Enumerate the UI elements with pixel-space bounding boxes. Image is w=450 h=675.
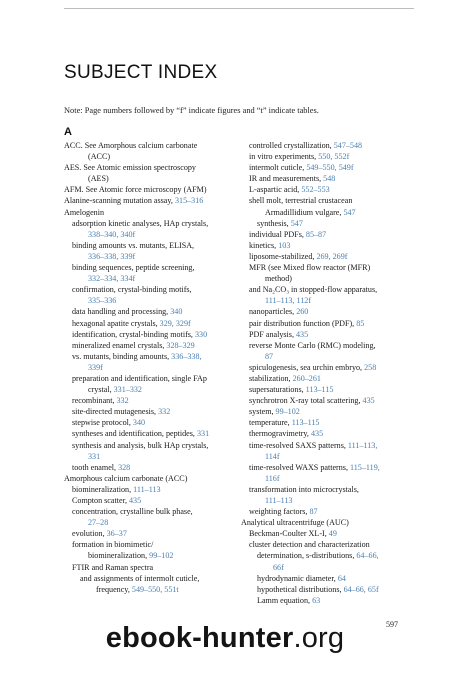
index-entry	[64, 484, 236, 495]
index-entry	[241, 384, 413, 395]
entry-page-link[interactable]: 338–340, 340f	[88, 229, 136, 239]
index-entry	[241, 440, 413, 451]
entry-page-link[interactable]: 328	[118, 462, 131, 472]
entry-text: reverse Monte Carlo (RMC) modeling,	[249, 340, 376, 350]
entry-text: preparation and identification, single FAp	[72, 373, 207, 383]
entry-text: formation in biomimetic/	[72, 540, 154, 550]
entry-text: synthesis and analysis, bulk HAp crystals,	[72, 440, 209, 450]
entry-text: AES. See Atomic emission spectroscopy	[64, 163, 196, 173]
entry-page-link[interactable]: 328–329	[166, 340, 195, 350]
entry-text: hypothetical distributions,	[257, 584, 344, 594]
index-entry	[64, 440, 236, 451]
index-entry	[241, 207, 413, 218]
entry-text: synthesis,	[257, 218, 291, 228]
entry-text: spiculogenesis, sea urchin embryo,	[249, 362, 365, 372]
entry-page-link[interactable]: 332–334, 334f	[88, 274, 136, 284]
entry-page-link[interactable]: 27–28	[88, 518, 109, 528]
index-entry	[64, 528, 236, 539]
index-entry	[241, 506, 413, 517]
entry-text: biomineralization,	[88, 551, 150, 561]
entry-text: cluster detection and characterization	[249, 540, 370, 550]
entry-text: (AES)	[88, 174, 109, 184]
entry-page-link[interactable]: 66f	[273, 562, 284, 572]
index-entry	[241, 584, 413, 595]
entry-text: tooth enamel,	[72, 462, 119, 472]
index-entry	[241, 473, 413, 484]
index-entry	[241, 451, 413, 462]
entry-text: (ACC)	[88, 152, 111, 162]
index-entry	[64, 462, 236, 473]
entry-text: crystal,	[88, 385, 114, 395]
entry-text: L-aspartic acid,	[249, 185, 302, 195]
index-entry	[64, 395, 236, 406]
index-entry	[241, 184, 413, 195]
entry-text: liposome-stabilized,	[249, 251, 317, 261]
index-entry	[241, 173, 413, 184]
index-entry	[64, 306, 236, 317]
index-entry	[64, 517, 236, 528]
index-entry	[241, 295, 413, 306]
entry-text: supersaturations,	[249, 385, 306, 395]
index-entry	[241, 240, 413, 251]
index-entry	[64, 251, 236, 262]
entry-page-link[interactable]: 335–336	[88, 296, 117, 306]
index-entry	[64, 495, 236, 506]
index-entry	[64, 284, 236, 295]
index-entry	[241, 218, 413, 229]
index-entry	[64, 240, 236, 251]
index-entry	[241, 395, 413, 406]
entry-text: pair distribution function (PDF),	[249, 318, 357, 328]
index-entry	[241, 484, 413, 495]
entry-page-link[interactable]: 330	[194, 329, 208, 339]
entry-page-link[interactable]: 552–553	[301, 185, 330, 195]
entry-page-link[interactable]: 336–338,	[171, 351, 202, 361]
index-entry	[64, 384, 236, 395]
entry-text: Beckman-Coulter XL-I,	[249, 529, 329, 539]
entry-text: Amelogenin	[64, 207, 105, 217]
section-letter: A	[64, 126, 72, 138]
entry-text: in vitro experiments,	[249, 152, 319, 162]
entry-page-link[interactable]: 87	[265, 351, 274, 361]
entry-page-link[interactable]: 115–119,	[350, 462, 380, 472]
index-entry	[64, 162, 236, 173]
index-entry	[64, 262, 236, 273]
entry-text: MFR (see Mixed flow reactor (MFR)	[249, 263, 371, 273]
entry-page-link[interactable]: 336–338, 339f	[88, 251, 136, 261]
entry-text: and Na₂CO₃ in stopped-flow apparatus,	[249, 285, 378, 295]
entry-page-link[interactable]: 111–113,	[347, 440, 378, 450]
entry-text: thermogravimetry,	[249, 429, 311, 439]
entry-text: kinetics,	[249, 240, 279, 250]
entry-text: hexagonal apatite crystals,	[72, 318, 160, 328]
index-entry	[64, 406, 236, 417]
entry-page-link[interactable]: 114f	[265, 451, 280, 461]
entry-page-link[interactable]: 87	[309, 507, 318, 517]
entry-text: method)	[265, 274, 292, 284]
entry-page-link[interactable]: 103	[278, 240, 291, 250]
entry-text: evolution,	[72, 529, 107, 539]
entry-text: temperature,	[249, 418, 292, 428]
top-rule	[64, 8, 414, 9]
entry-page-link[interactable]: 329, 329f	[159, 318, 191, 328]
index-column-left	[64, 140, 236, 595]
watermark	[0, 622, 450, 655]
index-entry	[64, 340, 236, 351]
entry-text: Armadillidium vulgare,	[265, 207, 344, 217]
entry-text: controlled crystallization,	[249, 141, 334, 150]
index-entry	[241, 462, 413, 473]
entry-text: intermolt cuticle,	[249, 163, 307, 173]
index-entry	[241, 284, 413, 295]
index-entry	[241, 406, 413, 417]
entry-page-link[interactable]: 550, 552f	[318, 152, 350, 162]
entry-text: Compton scatter,	[72, 496, 129, 505]
index-entry	[241, 329, 413, 340]
index-entry	[64, 218, 236, 229]
index-entry	[64, 195, 236, 206]
entry-page-link[interactable]: 63	[312, 595, 321, 605]
entry-page-link[interactable]: 49	[328, 529, 337, 539]
index-entry	[241, 362, 413, 373]
index-entry	[241, 251, 413, 262]
entry-text: recombinant,	[72, 396, 117, 406]
index-entry	[241, 517, 413, 528]
index-entry	[64, 428, 236, 439]
entry-page-link[interactable]: 548	[323, 174, 336, 184]
index-entry	[64, 184, 236, 195]
index-entry	[241, 595, 413, 606]
entry-page-link[interactable]: 547	[343, 207, 356, 217]
index-entry	[241, 562, 413, 573]
index-entry	[241, 428, 413, 439]
entry-text: Amorphous calcium carbonate (ACC)	[64, 473, 188, 483]
entry-text: binding amounts vs. mutants, ELISA,	[72, 240, 195, 250]
entry-text: ACC. See Amorphous calcium carbonate	[64, 141, 198, 150]
entry-text: site-directed mutagenesis,	[72, 407, 159, 417]
index-entry	[64, 140, 236, 151]
index-entry	[241, 550, 413, 561]
index-entry	[64, 506, 236, 517]
entry-page-link[interactable]: 435	[129, 496, 142, 505]
entry-page-link[interactable]: 549–550, 551t	[131, 584, 179, 594]
index-entry	[241, 340, 413, 351]
index-entry	[241, 539, 413, 550]
index-entry	[241, 140, 413, 151]
index-entry	[64, 173, 236, 184]
entry-page-link[interactable]: 435	[362, 396, 375, 406]
index-entry	[64, 318, 236, 329]
entry-text: synchrotron X-ray total scattering,	[249, 396, 363, 406]
entry-text: stabilization,	[249, 373, 293, 383]
entry-text: nanoparticles,	[249, 307, 297, 317]
entry-text: shell molt, terrestrial crustacean	[249, 196, 353, 206]
index-entry	[241, 262, 413, 273]
index-entry	[241, 162, 413, 173]
index-entry	[64, 562, 236, 573]
index-entry	[241, 417, 413, 428]
entry-text: frequency,	[96, 584, 132, 594]
index-entry	[64, 229, 236, 240]
index-entry	[241, 273, 413, 284]
entry-page-link[interactable]: 64–66,	[356, 551, 379, 561]
entry-text: determination, s-distributions,	[257, 551, 357, 561]
index-entry	[64, 207, 236, 218]
entry-text: stepwise protocol,	[72, 418, 133, 428]
index-entry	[241, 318, 413, 329]
entry-page-link[interactable]: 260–261	[292, 373, 321, 383]
entry-text: FTIR and Raman spectra	[72, 562, 154, 572]
index-entry	[64, 473, 236, 484]
index-entry	[64, 550, 236, 561]
entry-page-link[interactable]: 547	[290, 218, 303, 228]
page-number: 597	[386, 620, 398, 629]
entry-page-link[interactable]: 340	[170, 307, 183, 317]
entry-page-link[interactable]: 64–66, 65f	[343, 584, 379, 594]
entry-text: and assignments of intermolt cuticle,	[80, 573, 200, 583]
entry-page-link[interactable]: 111–113	[133, 484, 161, 494]
entry-page-link[interactable]: 332	[158, 407, 171, 417]
entry-text: Analytical ultracentrifuge (AUC)	[241, 518, 349, 528]
entry-page-link[interactable]: 260	[296, 307, 309, 317]
entry-text: binding sequences, peptide screening,	[72, 263, 195, 273]
entry-text: PDF analysis,	[249, 329, 296, 339]
index-entry	[64, 295, 236, 306]
index-entry	[241, 573, 413, 584]
watermark-text: ebook-hunter	[105, 622, 294, 654]
index-entry	[241, 528, 413, 539]
entry-text: Alanine-scanning mutation assay,	[64, 196, 175, 206]
entry-text: vs. mutants, binding amounts,	[72, 351, 172, 361]
entry-page-link[interactable]: 331–332	[113, 385, 142, 395]
entry-page-link[interactable]: 113–115	[305, 385, 334, 395]
index-entry	[64, 151, 236, 162]
index-entry	[64, 539, 236, 550]
index-entry	[241, 151, 413, 162]
entry-text: concentration, crystalline bulk phase,	[72, 507, 193, 517]
index-entry	[64, 362, 236, 373]
entry-page-link[interactable]: 113–115	[291, 418, 320, 428]
index-entry	[241, 351, 413, 362]
entry-page-link[interactable]: 435	[296, 329, 309, 339]
entry-page-link[interactable]: 332	[116, 396, 129, 406]
index-entry	[64, 573, 236, 584]
entry-page-link[interactable]: 111–113	[265, 496, 293, 505]
entry-page-link[interactable]: 331	[88, 451, 101, 461]
index-entry	[64, 584, 236, 595]
index-entry	[241, 373, 413, 384]
entry-page-link[interactable]: 315–316	[174, 196, 204, 206]
entry-text: hydrodynamic diameter,	[257, 573, 338, 583]
entry-page-link[interactable]: 435	[310, 429, 324, 439]
entry-text: mineralized enamel crystals,	[72, 340, 167, 350]
entry-page-link[interactable]: 331	[196, 429, 210, 439]
page-title: SUBJECT INDEX	[64, 62, 218, 83]
entry-text: IR and measurements,	[249, 174, 324, 184]
index-entry	[64, 329, 236, 340]
entry-text: biomineralization,	[72, 484, 134, 494]
entry-page-link[interactable]: 99–102	[149, 551, 174, 561]
index-entry	[64, 351, 236, 362]
entry-page-link[interactable]: 258	[364, 362, 377, 372]
entry-page-link[interactable]: 340	[132, 418, 146, 428]
watermark-suffix: .org	[293, 622, 345, 654]
index-entry	[241, 306, 413, 317]
entry-page-link[interactable]: 269, 269f	[316, 251, 348, 261]
entry-page-link[interactable]: 339f	[88, 362, 103, 372]
entry-page-link[interactable]: 111–113, 112f	[265, 296, 312, 306]
index-entry	[241, 195, 413, 206]
index-note: Note: Page numbers followed by “f” indicate figures and “t” indicate tables.	[64, 106, 319, 115]
entry-text: Lamm equation,	[257, 595, 313, 605]
entry-text: adsorption kinetic analyses, HAp crystals,	[72, 218, 209, 228]
entry-page-link[interactable]: 36–37	[106, 529, 127, 539]
entry-page-link[interactable]: 64	[337, 573, 346, 583]
entry-page-link[interactable]: 85–87	[305, 229, 327, 239]
entry-text: identification, crystal-binding motifs,	[72, 329, 195, 339]
entry-text: transformation into microcrystals,	[249, 484, 359, 494]
index-entry	[64, 417, 236, 428]
index-entry	[241, 229, 413, 240]
entry-page-link[interactable]: 85	[356, 318, 365, 328]
entry-page-link[interactable]: 116f	[265, 473, 280, 483]
entry-text: confirmation, crystal-binding motifs,	[72, 285, 192, 295]
entry-text: individual PDFs,	[249, 229, 306, 239]
entry-text: time-resolved SAXS patterns,	[249, 440, 348, 450]
entry-page-link[interactable]: 99–102	[275, 407, 300, 417]
index-column-right	[241, 140, 413, 606]
entry-text: system,	[249, 407, 276, 417]
index-entry	[241, 495, 413, 506]
index-entry	[64, 373, 236, 384]
entry-page-link[interactable]: 549–550, 549f	[306, 163, 354, 173]
entry-text: weighting factors,	[249, 507, 310, 517]
entry-text: syntheses and identification, peptides,	[72, 429, 197, 439]
index-entry	[64, 273, 236, 284]
entry-text: time-resolved WAXS patterns,	[249, 462, 351, 472]
entry-page-link[interactable]: 547–548	[333, 141, 363, 150]
index-entry	[64, 451, 236, 462]
entry-text: AFM. See Atomic force microscopy (AFM)	[64, 185, 207, 195]
entry-text: data handling and processing,	[72, 307, 171, 317]
